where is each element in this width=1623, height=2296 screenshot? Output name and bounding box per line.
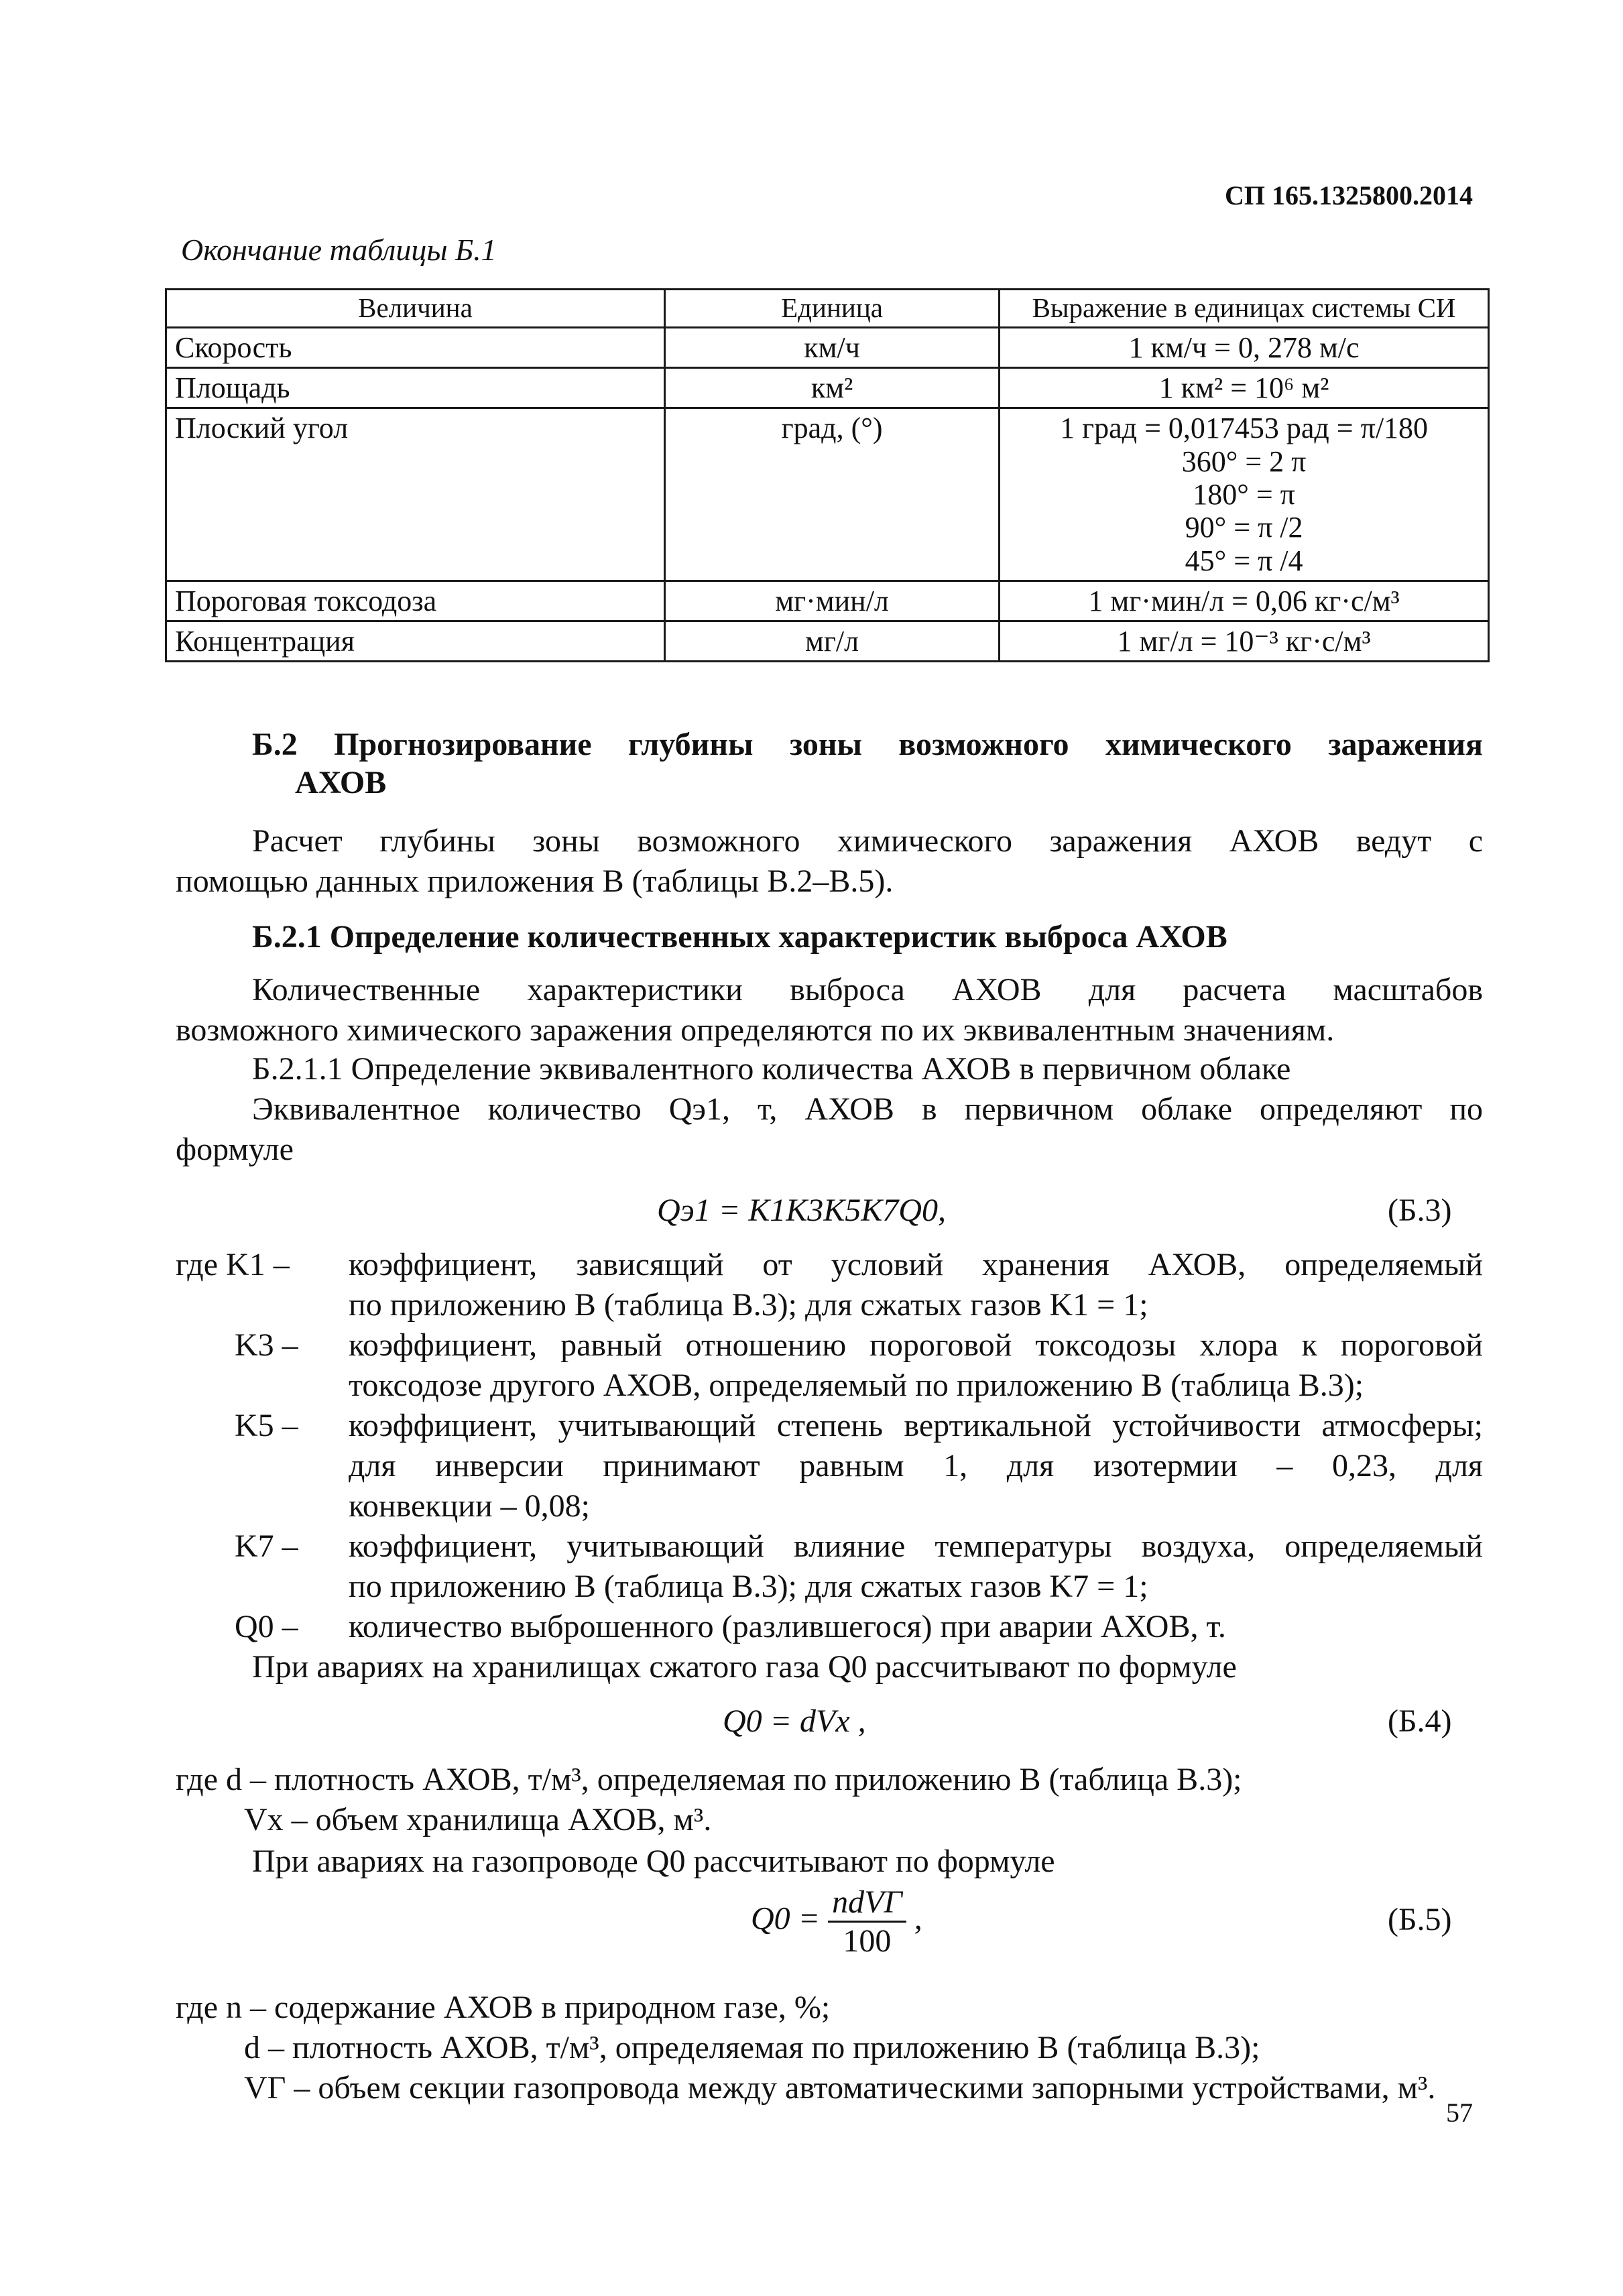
section-heading-b2: Б.2 Прогнозирование глубины зоны возможного химического заражения — [252, 727, 1483, 762]
table-row — [166, 368, 1489, 408]
table-row — [166, 408, 1489, 581]
legend-line: где d – плотность АХОВ, т/м³, определяемая по приложению В (таблица В.3); — [176, 1762, 1242, 1797]
legend-line: конвекции – 0,08; — [349, 1488, 590, 1524]
legend-symbol: Q0 – — [235, 1609, 298, 1644]
equation-number: (Б.5) — [1388, 1902, 1452, 1937]
paragraph-line: При авариях на хранилищах сжатого газа Q0 рассчитывают по формуле — [252, 1649, 1237, 1685]
units-table — [165, 288, 1490, 662]
table-row — [166, 581, 1489, 621]
expression-line: 45° = π /4 — [1185, 544, 1303, 577]
legend-line: по приложению В (таблица В.3); для сжатых газов K1 = 1; — [349, 1287, 1148, 1323]
paragraph-line: формуле — [176, 1132, 294, 1167]
fraction — [828, 1884, 906, 1959]
legend-line: d – плотность АХОВ, т/м³, определяемая по приложению В (таблица В.3); — [244, 2030, 1260, 2065]
unit-cell: мг/л — [664, 621, 999, 662]
legend-line: коэффициент, учитывающий степень вертикальной устойчивости атмосферы; — [349, 1408, 1483, 1443]
formula-lhs: Q0 = — [751, 1900, 821, 1937]
paragraph-line: возможного химического заражения определяются по их эквивалентным значениям. — [176, 1012, 1335, 1048]
quantity-cell: Пороговая токсодоза — [166, 581, 665, 621]
si-expression-cell — [1000, 408, 1489, 581]
formula-b5 — [751, 1884, 922, 1959]
quantity-cell: Площадь — [166, 368, 665, 408]
unit-cell: град, (°) — [664, 408, 999, 581]
fraction-denominator: 100 — [843, 1923, 892, 1959]
expression-line: 180° = π — [1193, 477, 1295, 511]
table-caption: Окончание таблицы Б.1 — [181, 233, 497, 267]
document-code: СП 165.1325800.2014 — [1225, 180, 1473, 210]
paragraph-line: Количественные характеристики выброса АХОВ для расчета масштабов — [252, 972, 1483, 1008]
legend-line: Vх – объем хранилища АХОВ, м³. — [244, 1802, 712, 1837]
formula-b4: Q0 = dVх , — [723, 1703, 866, 1739]
paragraph-line: При авариях на газопроводе Q0 рассчитывают по формуле — [252, 1844, 1055, 1879]
paragraph-line: Расчет глубины зоны возможного химического заражения АХОВ ведут с — [252, 823, 1483, 859]
legend-symbol: K3 – — [235, 1327, 298, 1363]
column-header: Величина — [166, 290, 665, 328]
formula-b3: Qэ1 = K1K3K5K7Q0, — [657, 1193, 946, 1228]
paragraph-line: Эквивалентное количество Qэ1, т, АХОВ в первичном облаке определяют по — [252, 1091, 1483, 1127]
table-row — [166, 327, 1489, 367]
legend-line: коэффициент, равный отношению пороговой токсодозы хлора к пороговой — [349, 1327, 1483, 1363]
section-heading-b21: Б.2.1 Определение количественных характеристик выброса АХОВ — [252, 919, 1227, 955]
legend-line: количество выброшенного (разлившегося) при аварии АХОВ, т. — [349, 1609, 1226, 1644]
column-header: Выражение в единицах системы СИ — [1000, 290, 1489, 328]
unit-cell: км/ч — [664, 327, 999, 367]
legend-symbol: где K1 – — [176, 1247, 290, 1282]
equation-number: (Б.3) — [1388, 1193, 1452, 1228]
formula-tail: , — [914, 1900, 922, 1937]
equation-number: (Б.4) — [1388, 1703, 1452, 1739]
legend-line: коэффициент, учитывающий влияние температуры воздуха, определяемый — [349, 1528, 1483, 1564]
table-header-row — [166, 290, 1489, 328]
si-expression-cell: 1 мг·мин/л = 0,06 кг·с/м³ — [1000, 581, 1489, 621]
si-expression-cell: 1 км² = 10⁶ м² — [1000, 368, 1489, 408]
unit-cell: км² — [664, 368, 999, 408]
table-row — [166, 621, 1489, 662]
quantity-cell: Плоский угол — [166, 408, 665, 581]
legend-line: для инверсии принимают равным 1, для изотермии – 0,23, для — [349, 1448, 1483, 1484]
expression-line: 90° = π /2 — [1185, 511, 1303, 544]
expression-line: 1 град = 0,017453 рад = π/180 — [1060, 412, 1429, 445]
quantity-cell: Концентрация — [166, 621, 665, 662]
si-expression-cell: 1 км/ч = 0, 278 м/с — [1000, 327, 1489, 367]
fraction-numerator: ndVГ — [828, 1884, 906, 1923]
legend-line: где n – содержание АХОВ в природном газе, %; — [176, 1990, 831, 2025]
page-number: 57 — [1446, 2098, 1473, 2128]
legend-line: коэффициент, зависящий от условий хранения АХОВ, определяемый — [349, 1247, 1483, 1282]
legend-line: токсодозе другого АХОВ, определяемый по приложению В (таблица В.3); — [349, 1368, 1364, 1403]
quantity-cell: Скорость — [166, 327, 665, 367]
unit-cell: мг·мин/л — [664, 581, 999, 621]
legend-symbol: K5 – — [235, 1408, 298, 1443]
si-expression-cell: 1 мг/л = 10⁻³ кг·с/м³ — [1000, 621, 1489, 662]
legend-symbol: K7 – — [235, 1528, 298, 1564]
paragraph-line: Б.2.1.1 Определение эквивалентного количества АХОВ в первичном облаке — [252, 1051, 1291, 1087]
legend-line: по приложению В (таблица В.3); для сжатых газов K7 = 1; — [349, 1569, 1148, 1604]
legend-line: VГ – объем секции газопровода между автоматическими запорными устройствами, м³. — [244, 2070, 1436, 2106]
paragraph-line: помощью данных приложения В (таблицы В.2–В.5). — [176, 863, 894, 899]
expression-line: 360° = 2 π — [1181, 444, 1307, 478]
column-header: Единица — [664, 290, 999, 328]
section-heading-b2-cont: АХОВ — [295, 765, 387, 800]
